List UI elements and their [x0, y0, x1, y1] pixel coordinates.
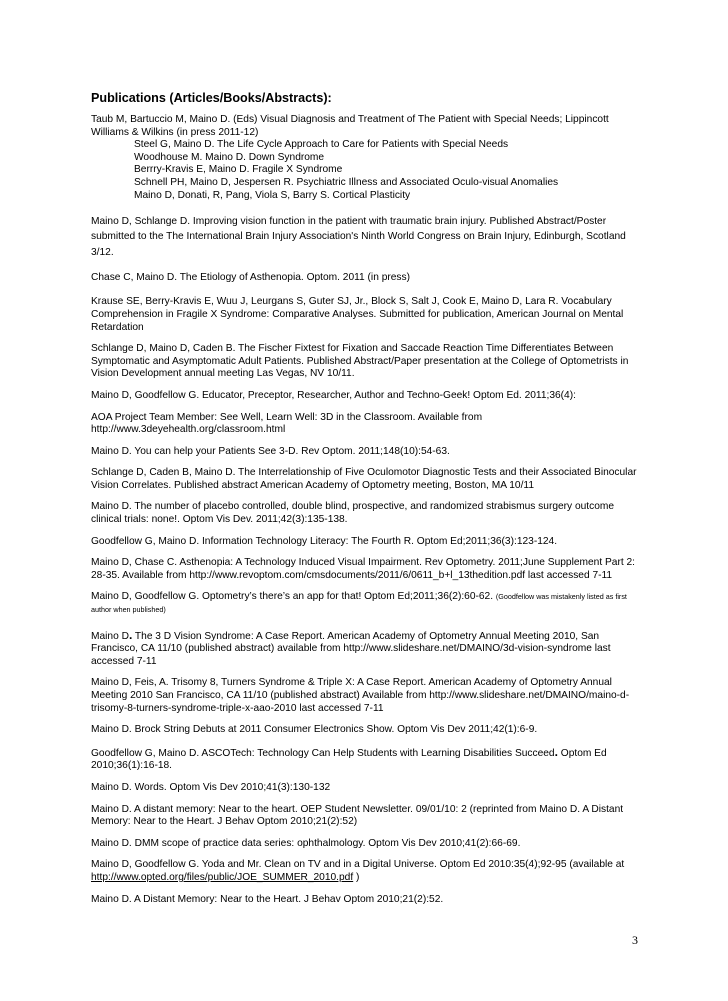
entry-text: Maino D, Goodfellow G. Optometry’s there’s an app for that! Optom Ed;2011;36(2):60-62. [91, 591, 496, 603]
publication-entry [91, 859, 646, 884]
publication-entry [91, 591, 646, 616]
publication-entry: Maino D, Goodfellow G. Educator, Preceptor, Researcher, Author and Techno-Geek! Optom Ed. 2011;36(4): [91, 389, 576, 401]
publication-entry: Maino D, Feis, A. Trisomy 8, Turners Syndrome & Triple X: A Case Report. American Academy of Optometry Annual Meeting 2010 San Francisco, CA 11/10 (published abstract) Available from http://www.slideshare.net/DMAINO/maino-d-trisomy-8-turners-syndrome-triple-x-aao-2010 last accessed 7-11 [91, 677, 630, 714]
entry-separator: . [554, 744, 558, 759]
entry-text: ) [353, 871, 360, 883]
entry-text: Maino D [91, 630, 129, 642]
journal-link[interactable]: http://www.opted.org/files/public/JOE_SUMMER_2010.pdf [91, 871, 354, 883]
publication-entry: Schlange D, Maino D, Caden B. The Fischer Fixtest for Fixation and Saccade Reaction Time Differentiates Between Symptomatic and Asymptomatic Adult Patients. Published Abstract/Paper presentation at the College of Optometrists in Vision Development annual meeting Las Vegas, NV 10/11. [91, 343, 629, 380]
publication-entry [91, 629, 646, 669]
publication-entry: Goodfellow G, Maino D. Information Technology Literacy: The Fourth R. Optom Ed;2011;36(3):123-124. [91, 535, 558, 547]
publication-entry: Maino D. You can help your Patients See 3-D. Rev Optom. 2011;148(10):54-63. [91, 445, 450, 457]
publication-entry: Maino D. A Distant Memory: Near to the Heart. J Behav Optom 2010;21(2):52. [91, 893, 444, 905]
entry-text: Optom Ed 2010;36(1):16-18. [91, 747, 607, 772]
section-heading: Publications (Articles/Books/Abstracts): [91, 91, 332, 105]
entry-footnote: (Goodfellow was mistakenly listed as first author when published) [91, 592, 627, 615]
publication-entry: Schlange D, Caden B, Maino D. The Interrelationship of Five Oculomotor Diagnostic Tests and their Associated Binocular Vision Correlates. Published abstract American Academy of Optometry meeting, Boston, MA 10/11 [91, 467, 637, 491]
publication-entry: Maino D. A distant memory: Near to the heart. OEP Student Newsletter. 09/01/10: 2 (reprinted from Maino D. A Distant Memory: Near to the Heart. J Behav Optom 2010;21(2):52) [91, 803, 624, 828]
entry-text: Goodfellow G, Maino D. ASCOTech: Technology Can Help Students with Learning Disabilities Succeed [91, 747, 555, 759]
book-chapter-item: Woodhouse M. Maino D. Down Syndrome [134, 151, 325, 163]
entry-text: Maino D, Goodfellow G. Yoda and Mr. Clean on TV and in a Digital Universe. Optom Ed 2010:35(4);92-95 (available at [91, 859, 625, 871]
publication-entry: Maino D. Words. Optom Vis Dev 2010;41(3):130-132 [91, 781, 331, 793]
book-chapter-item: Steel G, Maino D. The Life Cycle Approach to Care for Patients with Special Needs [134, 139, 509, 151]
book-entry: Taub M, Bartuccio M, Maino D. (Eds) Visual Diagnosis and Treatment of The Patient with Special Needs; Lippincott Williams & Wilkins (in press 2011-12) [91, 114, 609, 138]
publication-entry: Maino D. DMM scope of practice data series: ophthalmology. Optom Vis Dev 2010;41(2):66-69. [91, 837, 521, 849]
publication-entry: AOA Project Team Member: See Well, Learn Well: 3D in the Classroom. Available from http://www.3deyehealth.org/classroom.html [91, 411, 483, 436]
book-chapter-item: Schnell PH, Maino D, Jespersen R. Psychiatric Illness and Associated Oculo-visual Anomalies [134, 176, 559, 188]
book-chapter-list [134, 139, 646, 202]
publication-entry [91, 746, 646, 773]
book-chapter-item: Maino D, Donati, R, Pang, Viola S, Barry S. Cortical Plasticity [134, 189, 411, 201]
entry-text: The 3 D Vision Syndrome: A Case Report. American Academy of Optometry Annual Meeting 2010, San Francisco, CA 11/10 (published abstract) available from http://www.slideshare.net/DMAINO/3d-vision-syndrome last accessed 7-11 [91, 630, 611, 667]
publication-entry: Maino D. Brock String Debuts at 2011 Consumer Electronics Show. Optom Vis Dev 2011;42(1):6-9. [91, 724, 538, 736]
publication-entry: Maino D. The number of placebo controlled, double blind, prospective, and randomized strabismus surgery outcome clinical trials: none!. Optom Vis Dev. 2011;42(3):135-138. [91, 501, 615, 526]
entry-separator: . [128, 627, 133, 642]
publication-entry: Krause SE, Berry-Kravis E, Wuu J, Leurgans S, Guter SJ, Jr., Block S, Salt J, Cook E, Maino D, Lara R. Vocabulary Comprehension in Fragile X Syndrome: Comparative Analyses. Submitted for publication, American Journal on Mental Retardation [91, 296, 624, 333]
publications-section [91, 91, 646, 915]
publication-entry: Chase C, Maino D. The Etiology of Asthenopia. Optom. 2011 (in press) [91, 271, 410, 283]
publication-entry: Maino D, Schlange D. Improving vision function in the patient with traumatic brain injury. Published Abstract/Poster submitted to the The International Brain Injury Association's Ninth World Congress on Brain Injury, Edinburgh, Scotland 3/12. [91, 216, 626, 258]
page-number: 3 [632, 933, 638, 947]
book-chapter-item: Berrry-Kravis E, Maino D. Fragile X Syndrome [134, 164, 343, 176]
publication-entry: Maino D, Chase C. Asthenopia: A Technology Induced Visual Impairment. Rev Optometry. 2011;June Supplement Part 2: 28-35. Available from http://www.revoptom.com/cmsdocuments/2011/6/0611_b+l_13thedition.pdf last accessed 7-11 [91, 557, 636, 581]
